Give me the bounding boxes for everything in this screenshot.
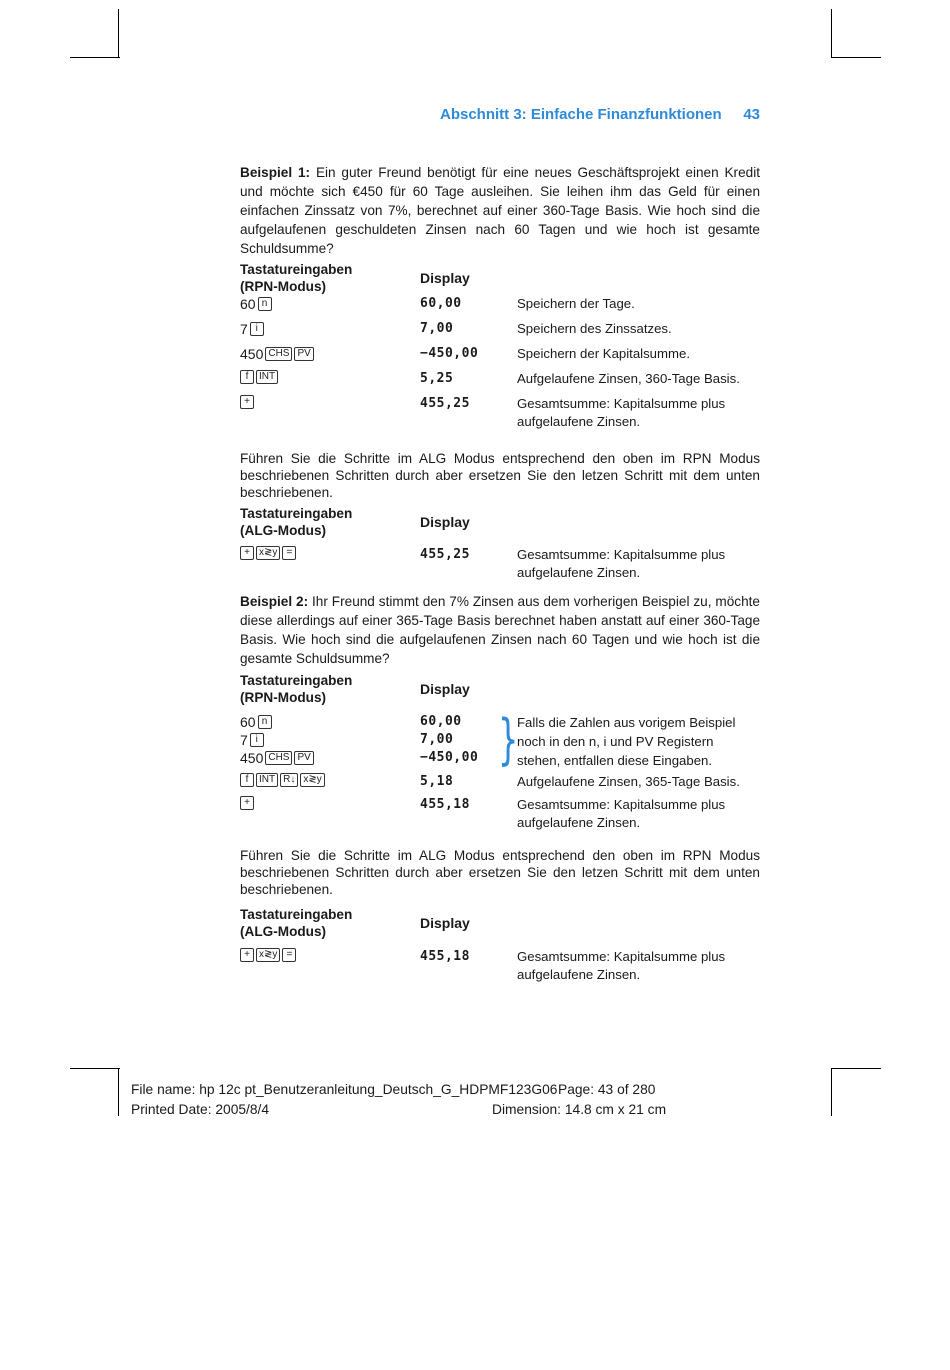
int-key: INT bbox=[256, 773, 278, 787]
grouped-rows bbox=[240, 708, 760, 771]
table-rpn-1 bbox=[240, 261, 760, 437]
keys-header-line: (ALG-Modus) bbox=[240, 523, 327, 538]
keys-header-line: Tastatureingaben bbox=[240, 506, 353, 521]
keystroke-number: 7 bbox=[240, 321, 248, 337]
keystroke-number: 450 bbox=[240, 750, 264, 766]
example-text: Ihr Freund stimmt den 7% Zinsen aus dem vorherigen Beispiel zu, möchte diese allerdings auf einer 365-Tage Basis berechnet haben anstatt auf einer 360-Tage Basis. Wie hoch sind die aufgelaufenen Zinsen nach 60 Tagen und wie hoch ist die gesamte Schuldsumme? bbox=[240, 594, 760, 666]
keys-header bbox=[240, 505, 420, 539]
pv-key: PV bbox=[294, 347, 313, 361]
step-description: Gesamtsumme: Kapitalsumme plus aufgelaufene Zinsen. bbox=[517, 547, 726, 580]
display-value: 455,18 bbox=[420, 797, 470, 812]
plus-key: + bbox=[240, 395, 254, 409]
example-1-paragraph bbox=[240, 163, 760, 258]
example-1 bbox=[240, 163, 760, 258]
table-header bbox=[240, 906, 760, 940]
display-value: 455,25 bbox=[420, 547, 470, 562]
x-exchange-y-key: x≷y bbox=[300, 773, 324, 787]
keystroke-number: 7 bbox=[240, 732, 248, 748]
int-key: INT bbox=[256, 370, 278, 384]
chs-key: CHS bbox=[265, 751, 292, 765]
keystroke-number: 60 bbox=[240, 296, 256, 312]
example-text: Ein guter Freund benötigt für eine neues Geschäftsprojekt einen Kredit und möchte sich €450 für 60 Tage ausleihen. Sie leihen ihm das Geld für einen einfachen Zinssatz von 7%, berechnet auf einer 360-Tage Basis. Wie hoch sind die aufgelaufenen geschuldeten Zinsen nach 60 Tagen und wie hoch ist gesamte Schuldsumme? bbox=[240, 165, 761, 256]
keystrokes bbox=[240, 546, 420, 560]
alg-note: Führen Sie die Schritte im ALG Modus entsprechend den oben im RPN Modus beschriebenen Schritten durch aber ersetzen Sie den letzen Schritt mit dem unten beschriebenen. bbox=[240, 451, 760, 500]
keystrokes bbox=[240, 731, 420, 749]
n-key: n bbox=[258, 297, 272, 311]
table-body bbox=[240, 295, 760, 430]
x-exchange-y-key: x≷y bbox=[256, 948, 280, 962]
crop-mark bbox=[831, 9, 832, 57]
roll-down-key: R↓ bbox=[280, 773, 298, 787]
step-description: Speichern der Tage. bbox=[517, 296, 635, 311]
keystrokes bbox=[240, 749, 420, 767]
display-header: Display bbox=[420, 513, 470, 530]
keys-header-line: Tastatureingaben bbox=[240, 907, 353, 922]
f-key: f bbox=[240, 773, 254, 787]
keystrokes bbox=[240, 345, 420, 363]
table-row bbox=[240, 295, 760, 313]
crop-mark bbox=[831, 57, 881, 58]
keys-header-line: Tastatureingaben bbox=[240, 262, 353, 277]
crop-mark bbox=[118, 1068, 119, 1116]
table-header bbox=[240, 261, 760, 295]
footer-dimension: Dimension: 14.8 cm x 21 cm bbox=[492, 1102, 667, 1117]
table-row bbox=[240, 345, 760, 363]
table-row bbox=[240, 546, 760, 581]
plus-key: + bbox=[240, 546, 254, 560]
table-body bbox=[240, 948, 760, 983]
step-description: Speichern der Kapitalsumme. bbox=[517, 346, 690, 361]
equals-key: = bbox=[282, 546, 296, 560]
brace bbox=[498, 708, 519, 771]
n-key: n bbox=[258, 715, 272, 729]
table-row bbox=[240, 320, 760, 338]
table-row bbox=[240, 773, 760, 791]
alg-note-1 bbox=[240, 450, 760, 501]
display-value: 7,00 bbox=[420, 321, 454, 336]
keys-header-line: (RPN-Modus) bbox=[240, 690, 327, 705]
keystrokes bbox=[240, 796, 420, 810]
crop-mark bbox=[118, 9, 119, 57]
display-value: 5,25 bbox=[420, 371, 454, 386]
table-alg-2 bbox=[240, 906, 760, 983]
crop-mark bbox=[831, 1068, 832, 1116]
crop-mark bbox=[831, 1068, 881, 1069]
section-title: Abschnitt 3: Einfache Finanzfunktionen bbox=[440, 106, 722, 123]
step-description: Gesamtsumme: Kapitalsumme plus aufgelaufene Zinsen. bbox=[517, 797, 726, 830]
grouped-description: Falls die Zahlen aus vorigem Beispiel noch in den n, i und PV Registern stehen, entfallen diese Eingaben. bbox=[517, 715, 736, 768]
display-header: Display bbox=[420, 269, 470, 286]
table-rpn-2 bbox=[240, 672, 760, 836]
table-body bbox=[240, 546, 760, 581]
step-description: Gesamtsumme: Kapitalsumme plus aufgelaufene Zinsen. bbox=[517, 949, 726, 982]
keys-header-line: Tastatureingaben bbox=[240, 673, 353, 688]
example-2-paragraph bbox=[240, 592, 760, 668]
display-header: Display bbox=[420, 914, 470, 931]
alg-note-2 bbox=[240, 847, 760, 898]
display-value: 7,00 bbox=[420, 732, 454, 747]
table-row bbox=[240, 948, 760, 983]
example-label: Beispiel 1: bbox=[240, 165, 311, 180]
i-key: i bbox=[250, 733, 264, 747]
step-description: Aufgelaufene Zinsen, 365-Tage Basis. bbox=[517, 774, 740, 789]
footer-file-name: File name: hp 12c pt_Benutzeranleitung_Deutsch_G_HDPMF123G06 bbox=[131, 1082, 558, 1097]
display-value: 60,00 bbox=[420, 296, 462, 311]
crop-mark bbox=[70, 1068, 120, 1069]
display-value: −450,00 bbox=[420, 346, 479, 361]
table-row bbox=[240, 395, 760, 430]
page-header bbox=[440, 106, 760, 123]
step-description: Gesamtsumme: Kapitalsumme plus aufgelaufene Zinsen. bbox=[517, 396, 726, 429]
page-number: 43 bbox=[743, 106, 760, 123]
footer-printed-date: Printed Date: 2005/8/4 bbox=[131, 1102, 270, 1117]
table-body bbox=[240, 773, 760, 831]
plus-key: + bbox=[240, 796, 254, 810]
keystroke-number: 450 bbox=[240, 346, 264, 362]
table-header bbox=[240, 672, 760, 706]
plus-key: + bbox=[240, 948, 254, 962]
step-description: Aufgelaufene Zinsen, 360-Tage Basis. bbox=[517, 371, 740, 386]
table-alg-1 bbox=[240, 505, 760, 581]
display-value: 5,18 bbox=[420, 774, 454, 789]
display-value: 455,25 bbox=[420, 396, 470, 411]
example-2 bbox=[240, 592, 760, 668]
table-row bbox=[240, 796, 760, 831]
example-label: Beispiel 2: bbox=[240, 594, 309, 609]
f-key: f bbox=[240, 370, 254, 384]
grouped-keys bbox=[240, 713, 420, 767]
display-value: −450,00 bbox=[420, 750, 479, 765]
keystrokes bbox=[240, 773, 420, 787]
step-description: Speichern des Zinssatzes. bbox=[517, 321, 672, 336]
footer-page: Page: 43 of 280 bbox=[558, 1082, 656, 1097]
table-row bbox=[240, 370, 760, 388]
keys-header bbox=[240, 261, 420, 295]
keystrokes bbox=[240, 370, 420, 384]
equals-key: = bbox=[282, 948, 296, 962]
keys-header-line: (RPN-Modus) bbox=[240, 279, 327, 294]
keystrokes bbox=[240, 713, 420, 731]
display-header: Display bbox=[420, 680, 470, 697]
keystrokes bbox=[240, 320, 420, 338]
table-header bbox=[240, 505, 760, 539]
brace-glyph: } bbox=[498, 708, 519, 771]
keys-header bbox=[240, 672, 420, 706]
crop-mark bbox=[70, 57, 120, 58]
i-key: i bbox=[250, 322, 264, 336]
pv-key: PV bbox=[294, 751, 313, 765]
keys-header bbox=[240, 906, 420, 940]
display-value: 60,00 bbox=[420, 714, 462, 729]
keystrokes bbox=[240, 395, 420, 409]
x-exchange-y-key: x≷y bbox=[256, 546, 280, 560]
chs-key: CHS bbox=[265, 347, 292, 361]
keystrokes bbox=[240, 295, 420, 313]
keystrokes bbox=[240, 948, 420, 962]
keys-header-line: (ALG-Modus) bbox=[240, 924, 327, 939]
grouped-display bbox=[420, 713, 500, 767]
keystroke-number: 60 bbox=[240, 714, 256, 730]
display-value: 455,18 bbox=[420, 949, 470, 964]
alg-note: Führen Sie die Schritte im ALG Modus entsprechend den oben im RPN Modus beschriebenen Schritten durch aber ersetzen Sie den letzen Schritt mit dem unten beschriebenen. bbox=[240, 848, 760, 897]
